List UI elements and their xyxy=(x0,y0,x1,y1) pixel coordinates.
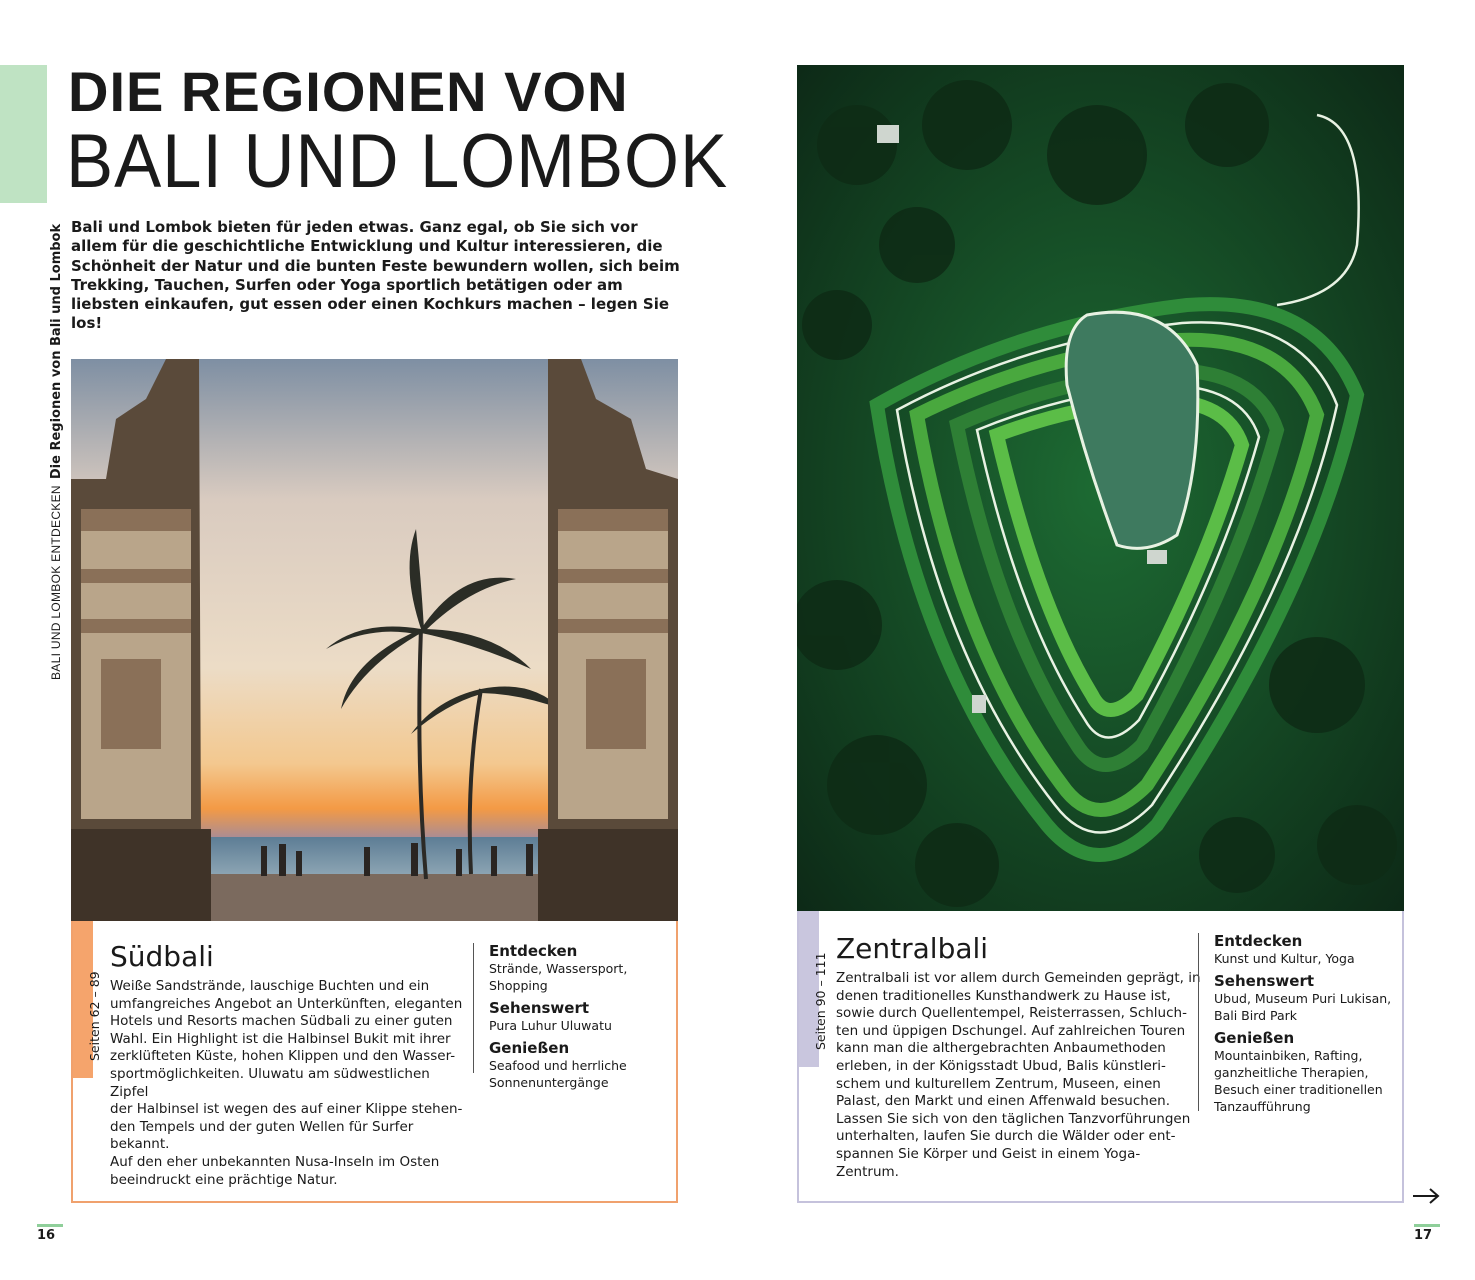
geniessen-text: Seafood und herrliche Sonnenuntergänge xyxy=(489,1058,627,1090)
page-range-tab xyxy=(73,921,102,1078)
region-facts xyxy=(1198,932,1394,1114)
entdecken-text: Strände, Wassersport, Shopping xyxy=(489,961,628,993)
page-title-line-1: DIE REGIONEN VON xyxy=(68,60,629,123)
region-box-zentralbali xyxy=(797,911,1404,1203)
section-color-tab xyxy=(0,65,47,203)
temple-gate-sunset-photo xyxy=(71,359,678,921)
entdecken-heading: Entdecken xyxy=(1214,932,1303,950)
region-title: Südbali xyxy=(110,940,214,973)
sehenswert-heading: Sehenswert xyxy=(489,999,590,1017)
page-number-left xyxy=(37,1228,55,1243)
geniessen-text: Mountainbiken, Rafting, ganzheitliche Therapien, Besuch einer traditionellen Tanzaufführung xyxy=(1214,1048,1383,1114)
page-number-left-text: 16 xyxy=(37,1228,56,1243)
region-description: Zentralbali ist vor allem durch Gemeinden geprägt, in denen traditionelles Kunsthandwerk zu Hause ist, sowie durch Quellentempel, Reisterrassen, Schluch- ten und üppigen Dschungel. Auf zahlreichen Touren kann man die althergebrachten Anbaumethoden erleben, in der Königsstadt Ubud, Balis künstleri- schem und kulturellem Zentrum, Museen, einen Palast, den Markt und einen Affenwald besuchen. Lassen Sie sich von den täglichen Tanzvorführungen unterhalten, laufen Sie durch die Wälder oder ent- spannen Sie Körper und Geist in einem Yoga-Zentrum. xyxy=(836,970,1201,1180)
page-range-tab xyxy=(799,911,828,1067)
rice-terraces-aerial-photo xyxy=(797,65,1404,911)
running-head xyxy=(49,224,64,680)
sehenswert-text: Pura Luhur Uluwatu xyxy=(489,1018,612,1033)
page-range-label: Seiten 90 – 111 xyxy=(813,952,828,1050)
region-title: Zentralbali xyxy=(836,932,989,965)
arrow-right-icon[interactable] xyxy=(1412,1184,1440,1208)
page-number-right-text: 17 xyxy=(1414,1228,1433,1243)
entdecken-heading: Entdecken xyxy=(489,942,578,960)
page-title-line-2: BALI UND LOMBOK xyxy=(66,119,729,204)
intro-paragraph: Bali und Lombok bieten für jeden etwas. Ganz egal, ob Sie sich vor allem für die geschichtliche Entwicklung und Kultur interessieren, die Schönheit der Natur und die bunten Feste bewundern wollen, sich beim Trekking, Tauchen, Surfen oder Yoga sportlich betätigen oder am liebsten einkaufen, gut essen oder einen Kochkurs machen – legen Sie los! xyxy=(71,218,680,333)
geniessen-heading: Genießen xyxy=(489,1039,570,1057)
running-head-section: BALI UND LOMBOK ENTDECKEN xyxy=(49,485,63,680)
sehenswert-heading: Sehenswert xyxy=(1214,972,1315,990)
page-number-right xyxy=(1414,1228,1432,1243)
region-box-suedbali xyxy=(71,921,678,1203)
page-range-label: Seiten 62 – 89 xyxy=(87,971,102,1061)
region-facts xyxy=(473,942,659,1090)
sehenswert-text: Ubud, Museum Puri Lukisan, Bali Bird Park xyxy=(1214,991,1392,1023)
region-description: Weiße Sandstrände, lauschige Buchten und ein umfangreiches Angebot an Unterkünften, eleganten Hotels und Resorts machen Südbali zu einer guten Wahl. Ein Highlight ist die Halbinsel Bukit mit ihrer zerklüfteten Küste, hohen Klippen und den Wasser- sportmöglichkeiten. Uluwatu am südwestlichen Zipfel der Halbinsel ist wegen des auf einer Klippe stehen- den Tempels und der guten Wellen für Surfer bekannt. Auf den eher unbekannten Nusa-Inseln im Osten beeindruckt eine prächtige Natur. xyxy=(110,978,463,1188)
entdecken-text: Kunst und Kultur, Yoga xyxy=(1214,951,1355,966)
running-head-chapter: Die Regionen von Bali und Lombok xyxy=(49,223,64,480)
geniessen-heading: Genießen xyxy=(1214,1029,1295,1047)
